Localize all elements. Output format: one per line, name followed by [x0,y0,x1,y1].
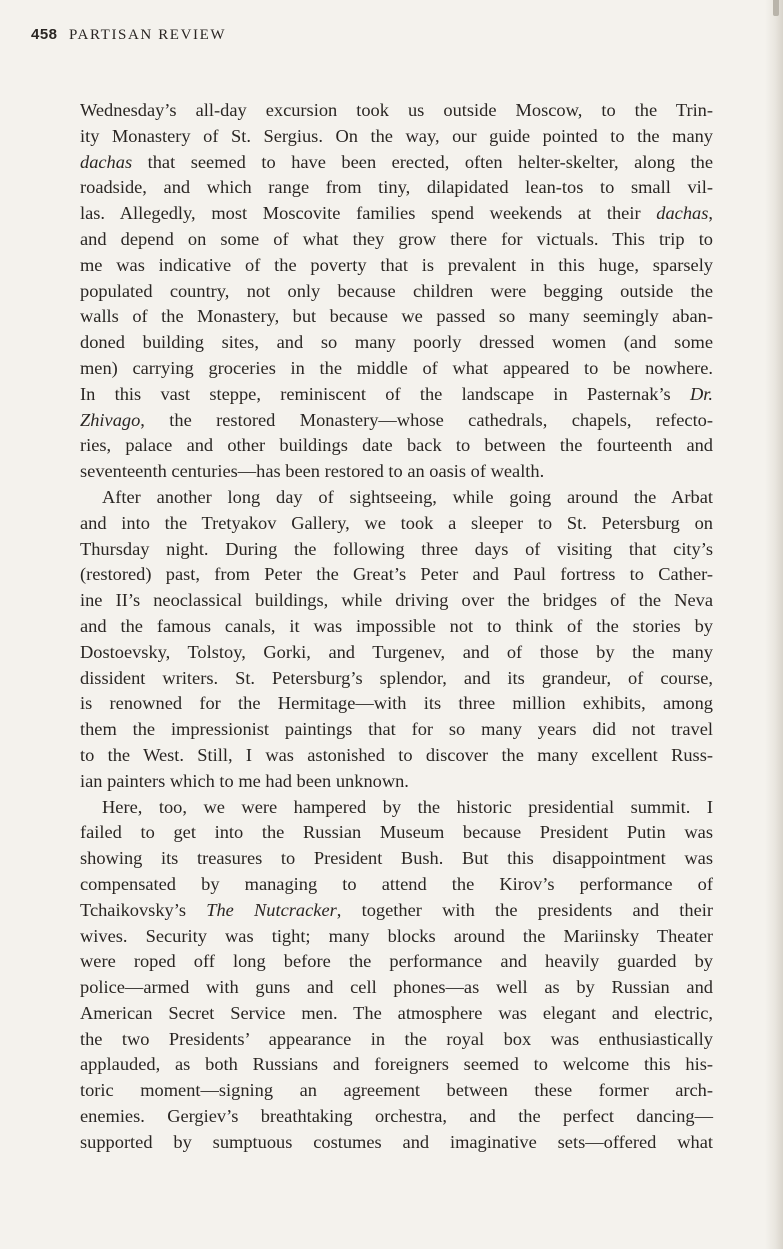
text-run: , together with the presidents and their [336,899,714,920]
text-run: In this vast steppe, reminiscent of the landscape in Pasternak’s [80,383,690,404]
italic-text: dachas [80,151,133,172]
text-run: doned building sites, and so many poorly dressed women (and some [80,332,713,353]
text-line [80,820,713,846]
text-line [80,846,713,872]
text-run: Tchaikovsky’s [80,899,207,920]
text-run: is renowned for the Hermitage—with its three million exhibits, among [80,693,713,714]
text-run: the two Presidents’ appearance in the royal box was enthusiastically [80,1028,713,1049]
paragraph [80,485,713,795]
text-line [80,304,713,330]
italic-text: Dr. [690,383,713,404]
text-line [80,1130,713,1156]
text-line [80,408,713,434]
text-line [80,511,713,537]
text-run: Here, too, we were hampered by the historic presidential summit. I [102,796,713,817]
italic-text: The Nutcracker [206,899,337,920]
text-line [80,279,713,305]
text-line [80,150,713,176]
text-line [80,356,713,382]
page-number: 458 [31,26,58,43]
text-run: American Secret Service men. The atmosphere was elegant and electric, [80,1002,713,1023]
text-line [80,175,713,201]
text-run: las. Allegedly, most Moscovite families spend weekends at their [80,203,657,224]
text-line [80,1104,713,1130]
page-edge-shadow [765,0,783,1249]
text-line [80,227,713,253]
text-line [80,1001,713,1027]
text-line [80,562,713,588]
text-line [80,330,713,356]
text-run: and the famous canals, it was impossible not to think of the stories by [80,615,713,636]
text-line [80,1052,713,1078]
text-run: ity Monastery of St. Sergius. On the way, our guide pointed to the many [80,125,713,146]
text-run: Thursday night. During the following three days of visiting that city’s [80,538,713,559]
text-line [80,898,713,924]
text-run: and into the Tretyakov Gallery, we took a sleeper to St. Petersburg on [80,512,713,533]
text-line [80,433,713,459]
article-body [80,98,713,1156]
text-line [80,949,713,975]
text-line [80,769,713,795]
text-line [80,975,713,1001]
text-line [80,382,713,408]
text-line [80,459,713,485]
text-run: wives. Security was tight; many blocks around the Mariinsky Theater [80,925,713,946]
text-line [80,795,713,821]
journal-title: PARTISAN REVIEW [68,27,227,43]
text-run: ine II’s neoclassical buildings, while driving over the bridges of the Neva [80,590,713,611]
text-run: men) carrying groceries in the middle of what appeared to be nowhere. [80,357,713,378]
text-run: ian painters which to me had been unknown. [80,770,409,791]
text-run: ries, palace and other buildings date back to between the fourteenth and [80,435,713,456]
text-run: walls of the Monastery, but because we passed so many seemingly aban- [80,306,713,327]
text-run: supported by sumptuous costumes and imaginative sets—offered what [80,1131,713,1152]
text-run: compensated by managing to attend the Kirov’s performance of [80,873,713,894]
text-run: to the West. Still, I was astonished to discover the many excellent Russ- [80,744,713,765]
text-line [80,640,713,666]
text-run: seventeenth centuries—has been restored to an oasis of wealth. [80,461,545,482]
page-tab-mark [773,0,779,16]
text-run: populated country, not only because children were begging outside the [80,280,713,301]
text-run: , [708,203,713,224]
text-run: failed to get into the Russian Museum because President Putin was [80,822,713,843]
text-line [80,537,713,563]
text-line [80,1027,713,1053]
text-run: dissident writers. St. Petersburg’s splendor, and its grandeur, of course, [80,667,713,688]
text-run: enemies. Gergiev’s breathtaking orchestra, and the perfect dancing— [80,1106,713,1127]
text-line [80,666,713,692]
text-run: them the impressionist paintings that for so many years did not travel [80,719,713,740]
text-line [80,924,713,950]
italic-text: Zhivago [80,409,141,430]
text-run: that seemed to have been erected, often helter-skelter, along the [132,151,713,172]
text-line [80,588,713,614]
text-line [80,691,713,717]
text-line [80,485,713,511]
text-run: , the restored Monastery—whose cathedrals, chapels, refecto- [140,409,713,430]
text-line [80,201,713,227]
paragraph [80,795,713,1156]
text-run: Dostoevsky, Tolstoy, Gorki, and Turgenev, and of those by the many [80,641,713,662]
text-run: police—armed with guns and cell phones—as well as by Russian and [80,977,713,998]
text-line [80,98,713,124]
text-run: me was indicative of the poverty that is prevalent in this huge, sparsely [80,254,713,275]
text-run: (restored) past, from Peter the Great’s Peter and Paul fortress to Cather- [80,564,713,585]
paragraph [80,98,713,485]
italic-text: dachas [656,203,709,224]
text-line [80,124,713,150]
text-run: After another long day of sightseeing, while going around the Arbat [102,486,713,507]
text-run: were roped off long before the performance and heavily guarded by [80,951,713,972]
text-run: and depend on some of what they grow there for victuals. This trip to [80,228,713,249]
text-line [80,717,713,743]
text-run: toric moment—signing an agreement between these former arch- [80,1080,713,1101]
text-run: applauded, as both Russians and foreigners seemed to welcome this his- [80,1054,713,1075]
text-run: Wednesday’s all-day excursion took us outside Moscow, to the Trin- [80,100,713,120]
running-head [31,24,226,44]
text-line [80,743,713,769]
text-run: roadside, and which range from tiny, dilapidated lean-tos to small vil- [80,177,713,198]
text-run: showing its treasures to President Bush. But this disappointment was [80,848,713,869]
text-line [80,872,713,898]
text-line [80,614,713,640]
text-line [80,1078,713,1104]
text-line [80,253,713,279]
